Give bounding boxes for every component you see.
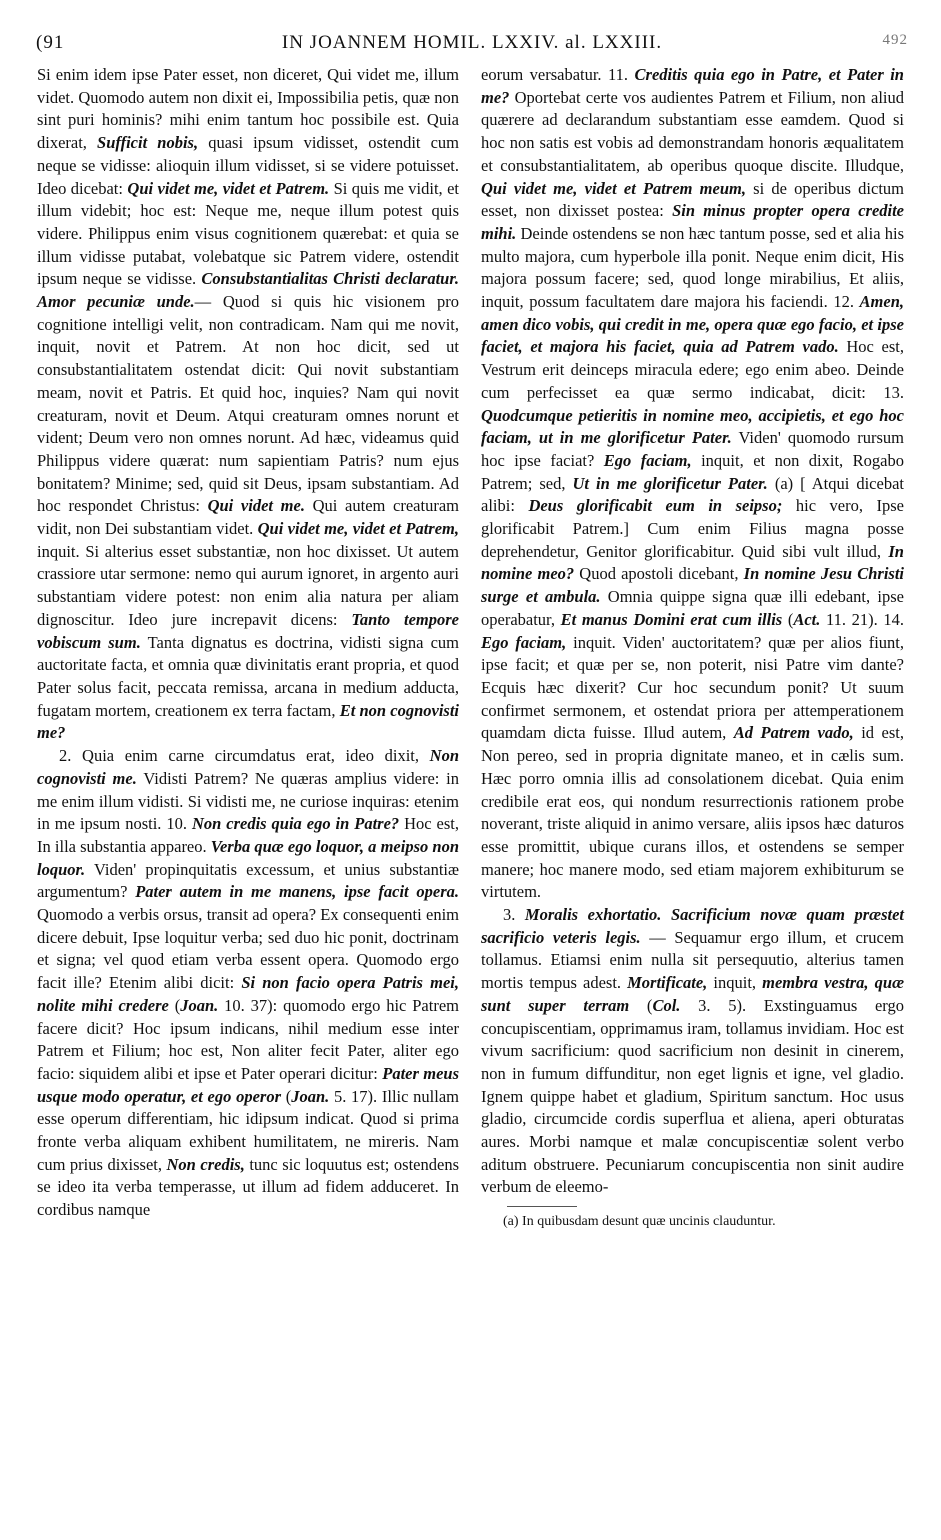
text-run: Quod apostoli dicebant, <box>574 564 744 584</box>
italic-run: Col. <box>652 995 681 1015</box>
text-run: ( <box>629 995 653 1015</box>
signature-mark: 492 <box>882 32 908 48</box>
page-header <box>36 30 908 58</box>
italic-run: Ut in me glorificetur Pater. <box>572 473 768 493</box>
italic-run: Qui videt me, videt et Patrem meum, <box>481 178 746 198</box>
italic-run: Pater meus usque modo operatur, et ego operor <box>37 1063 459 1106</box>
text-run: hic vero, Ipse glorificabit Patrem.] Cum enim Filius magna posse deprehendetur, Genitor glorificabitur. Quid sibi vult illud, <box>481 496 905 561</box>
text-run: eorum versabatur. 11. <box>481 65 635 84</box>
italic-run: Si non facio opera Patris mei, nolite mihi credere <box>37 973 459 1015</box>
italic-run: Joan. <box>180 995 219 1015</box>
italic-run: Pater autem in me manens, ipse facit opera. <box>135 882 459 902</box>
text-run: — Quod si quis hic visionem pro cognitione intelligi velit, non contradicam. Nam qui me novit, inquit, novit et Patrem. At non hoc dicit, sed ut consubstantialitatem ostendat dicit: Qui novit substantiam meam, novit et Patris. Et quid hoc, inquies? Nam qui novit creaturam, novit et Deum. Atqui creaturam omnes norunt et vident; Deum vero non omnes norunt. Ad hæc, videamus quid Philippus videre quærat: num sapientiam Patris? num ejus bonitatem? Minime; sed, quid sit Deus, ipsam substantiam. Ad hoc respondet Christus: <box>37 292 460 516</box>
footnote-divider <box>507 1206 577 1207</box>
italic-run: Ego faciam, <box>603 450 692 470</box>
italic-run: Act. <box>793 609 821 629</box>
text-run: 5. 17). Illic nullam esse operum differentiam, hic idipsum indicat. Quod si prima fronte verba aliquam exhibent humilitatem, ne mireris. Nam cum prius dixisset, <box>37 1086 459 1174</box>
running-title: IN JOANNEM HOMIL. LXXIV. al. LXXIII. <box>281 32 663 53</box>
text-run: Hoc est, In illa substantia appareo. <box>37 814 460 856</box>
text-run: id est, Non pereo, sed in propria dignitate maneo, et in cælis sum. Hæc porro omnia illis ad consolationem dicebat. Quia enim credibile erat eos, qui nondum resurrectionis rationem probe noverant, triste aliquid in animo versare, aliis ipsos hæc daturos esse promittit, ubique curans illos, et ostendens se semper manere; hoc manere modo, sed etiam majorem exhibiturum se virtutem. <box>481 723 904 902</box>
text-run: inquit, et non dixit, Rogabo Patrem; sed, <box>481 450 904 493</box>
italic-run: Non credis quia ego in Patre? <box>191 814 400 834</box>
text-run: si de operibus dictum esset, non dixisset postea: <box>481 178 904 221</box>
text-run: inquit. Si alterius esset substantiæ, non hoc dixisset. Ut autem crassiore utar sermone: nemo qui aurum ignoret, in argento auri substantiam videre potest: non enim alia natura per aliam dignoscitur. Ideo jure increpavit dicens: <box>37 541 459 629</box>
italic-run: Verba quæ ego loquor, a meipso non loquor. <box>37 836 460 879</box>
italic-run: Sin minus propter opera credite mihi. <box>481 201 905 243</box>
italic-run: Qui videt me. <box>207 496 305 516</box>
text-run: ( <box>281 1086 292 1106</box>
italic-run: In nomine meo? <box>481 541 904 584</box>
text-run: Oportebat certe vos audientes Patrem et Filium, non aliud quærere ad declarandum substantiam esse eamdem. Quod si hoc non satis est vobis ad demonstrandam honoris æqualitatem et consubstantialitatem, ab operibus quoque discite. Illudque, <box>481 87 904 175</box>
italic-run: Non credis, <box>166 1154 245 1174</box>
text-run: tunc sic loquutus est; ostendens se ideo ita verba temperasse, ut illum ad fidem adduceret. In cordibus namque <box>37 1154 459 1220</box>
text-run: Vidisti Patrem? Ne quæras amplius videre: in me enim illum vidisti. Si vidisti me, ne curiose inquiras: etenim in me ipsum nosti. 10. <box>37 768 460 834</box>
italic-run: Tanto tempore vobiscum sum. <box>37 609 459 652</box>
paragraph <box>481 64 904 904</box>
left-column <box>37 64 459 1222</box>
italic-run: membra vestra, quæ sunt super terram <box>481 973 904 1015</box>
text-run: ( <box>782 609 794 629</box>
text-run: inquit, <box>707 973 763 993</box>
italic-run: Quodcumque petieritis in nomine meo, accipietis, et ego hoc faciam, ut in me glorificetur Pater. <box>481 405 904 448</box>
text-run: 3. <box>503 905 525 925</box>
text-run: Omnia quippe signa quæ illi edebant, ipse operabatur, <box>481 587 904 629</box>
italic-run: Ego faciam, <box>481 632 567 652</box>
italic-run: Joan. <box>291 1086 330 1106</box>
text-run: Qui autem creaturam vidit, non Dei substantiam videt. <box>37 496 459 539</box>
text-run: quasi ipsum vidisset, ostendit cum neque se vidisse: alioquin illum vidisset, si se videre potuisset. Ideo dicebat: <box>37 133 459 198</box>
italic-run: Et manus Domini erat cum illis <box>560 609 783 629</box>
text-run: Viden' propinquitatis excessum, et unius substantiæ argumentum? <box>37 859 459 902</box>
italic-run: Moralis exhortatio. Sacrificium novæ quam præstet sacrificio veteris legis. <box>481 905 905 947</box>
italic-run: Qui videt me, videt et Patrem, <box>257 519 459 539</box>
text-run: 3. 5). Exstinguamus ergo concupiscentiam, opprimamus iram, tollamus invidiam. Hoc est vivum sacrificium: quod sacrificium non desinit in cinerem, non in fumum diffunditur, non eget lignis et igne, vel gladio. Ignem quippe habet et gladium, Spiritum sanctum. Hoc usus gladio, circumcide cordis superflua et aliena, aperi obturatas aures. Morbi namque et malæ concupiscentiæ solent verbo aditum obstruere. Pecuniarum concupiscentia non sinit audire verbum de eleemo- <box>481 995 905 1197</box>
paragraph <box>37 745 459 1222</box>
italic-run: Et non cognovisti me? <box>37 700 459 743</box>
text-run: inquit. Viden' auctoritatem? quæ per alios fiunt, ipse facit; et quæ per se, non poterit, nisi Patre vim dante? Ecquis hæc dixerit? Cur hoc secundum ponit? Ut suum confirmet sermonem, et ostendat priora per attemperationem quamdam dicta fuisse. Illud autem, <box>481 632 904 743</box>
text-run: Deinde ostendens se non hæc tantum posse, sed et alia his multo majora, cum hyperbole illa ponit. Neque enim dicit, His majora possum facere; sed, quod longe mirabilius, Et aliis, inquit, possum facultatem dare majora his faciendi. 12. <box>481 223 904 312</box>
italic-run: Mortificate, <box>627 973 708 993</box>
text-run: Tanta dignatus es doctrina, vidisti signa cum auctoritate facta, et omnia quæ divinitatis erant propria, et quod Pater solus facit, peccata remissa, arcana in medium adducta, fugatam mortem, creationem ex terra factam, <box>37 632 459 720</box>
paragraph <box>481 904 904 1199</box>
italic-run: Ad Patrem vado, <box>733 723 854 743</box>
text-run: (a) [ Atqui dicebat alibi: <box>481 473 904 516</box>
italic-run: Sufficit nobis, <box>97 133 199 153</box>
text-run: Quomodo a verbis orsus, transit ad opera? Ex consequenti enim dicere debuit, Ipse loquitur verba; sed duo hic ponit, doctrinam et signa; vel quod etiam verba essent opera. Quomodo ergo facit ille? Etenim alibi dicit: <box>37 905 459 993</box>
italic-run: Amen, amen dico vobis, qui credit in me, opera quæ ego facio, et ipse faciet, et majora his faciet, quia ad Patrem vado. <box>481 292 904 357</box>
footnote: (a) In quibusdam desunt quæ uncinis clauduntur. <box>503 1214 776 1230</box>
paragraph <box>37 64 459 745</box>
text-run: — Sequamur ergo illum, et crucem tollamus. Etiamsi enim nulla sit persequutio, alterius tamen mortis tempus adest. <box>481 927 904 993</box>
text-run: ( <box>168 995 181 1015</box>
text-run: Hoc est, Vestrum erit deinceps miracula edere; ego enim abeo. Deinde cum perfecisset ea quæ sermo indicabat, dicit: 13. <box>481 337 904 402</box>
text-run: 2. Quia enim carne circumdatus erat, ideo dixit, <box>59 746 430 766</box>
italic-run: Consubstantialitas Christi declaratur. Amor pecuniæ unde. <box>37 269 459 312</box>
right-column <box>481 64 904 1231</box>
italic-run: In nomine Jesu Christi surge et ambula. <box>481 564 904 607</box>
italic-run: Qui videt me, videt et Patrem. <box>127 178 330 198</box>
text-run: 11. 21). 14. <box>820 609 905 629</box>
italic-run: Creditis quia ego in Patre, et Pater in me? <box>481 65 904 107</box>
text-run: Viden' quomodo rursum hoc ipse faciat? <box>481 428 904 470</box>
italic-run: Deus glorificabit eum in seipso; <box>528 496 783 516</box>
text-run: Si quis me vidit, et illum videbit; hoc est: Neque me, neque illum potest quis videre. Philippus enim visus cognitionem quærebat: et quia se illum vidisse putabat, volebatque sic Patrem videre, ostendit ipsum neque se vidisse. <box>37 178 459 289</box>
text-run: 10. 37): quomodo ergo hic Patrem facere dicit? Hoc ipsum indicans, nihil medium esse inter Patrem et Filium; hoc est, Non aliter fecit Pater, aliter ego facio: siquidem alibi et ipse et Pater operari dicitur: <box>37 995 459 1083</box>
italic-run: Non cognovisti me. <box>37 746 459 788</box>
page-number: (91 <box>36 32 65 53</box>
text-run: Si enim idem ipse Pater esset, non diceret, Qui videt me, illum videt. Quomodo autem non dixit ei, Impossibilia petis, quæ non sint puri hominis? mihi enim tantum hoc possibile est. Quia dixerat, <box>37 65 459 153</box>
